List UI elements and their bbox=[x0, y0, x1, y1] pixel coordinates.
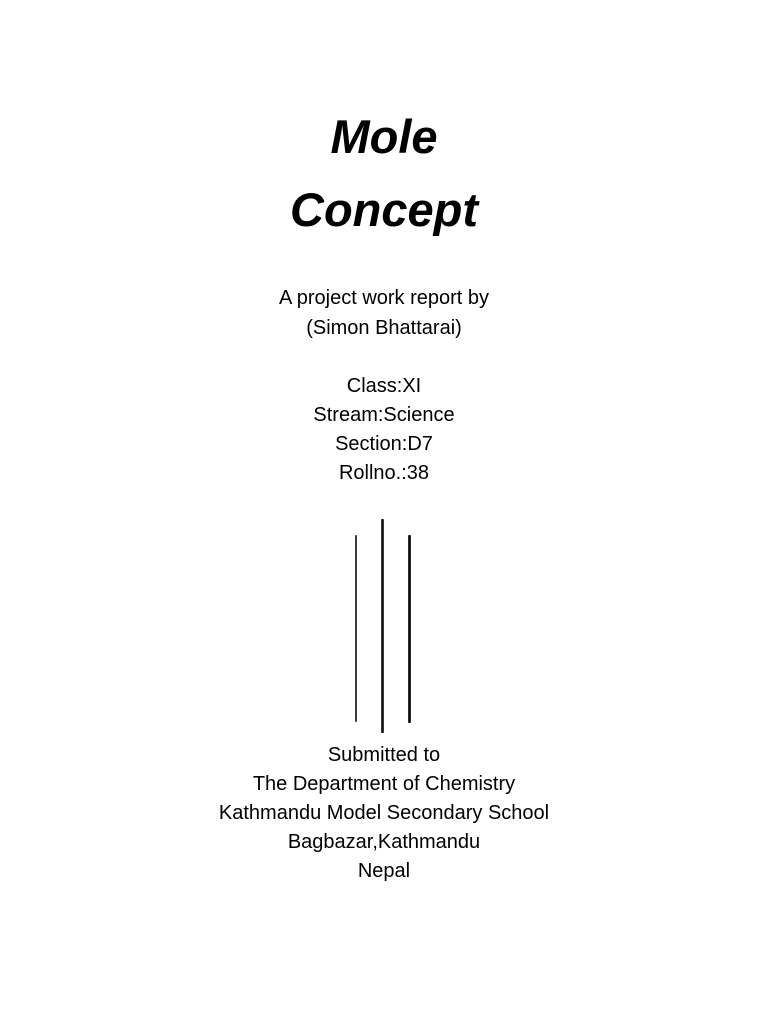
submitted-to-heading: Submitted to bbox=[327, 744, 441, 766]
country-name: Nepal bbox=[357, 860, 411, 882]
decorative-line-left bbox=[355, 535, 357, 722]
roll-number-info: Rollno.:38 bbox=[338, 462, 430, 484]
byline: A project work report by bbox=[278, 287, 490, 309]
decorative-line-center bbox=[381, 519, 384, 733]
section-info: Section:D7 bbox=[335, 433, 433, 455]
title-line-1: Mole bbox=[330, 110, 438, 163]
title-line-2: Concept bbox=[290, 183, 478, 236]
department-name: The Department of Chemistry bbox=[252, 773, 516, 795]
school-name: Kathmandu Model Secondary School bbox=[218, 802, 550, 824]
author-name: (Simon Bhattarai) bbox=[306, 317, 462, 339]
stream-info: Stream:Science bbox=[313, 404, 455, 426]
decorative-line-right bbox=[408, 535, 411, 723]
class-info: Class:XI bbox=[346, 375, 422, 397]
school-address: Bagbazar,Kathmandu bbox=[287, 831, 481, 853]
